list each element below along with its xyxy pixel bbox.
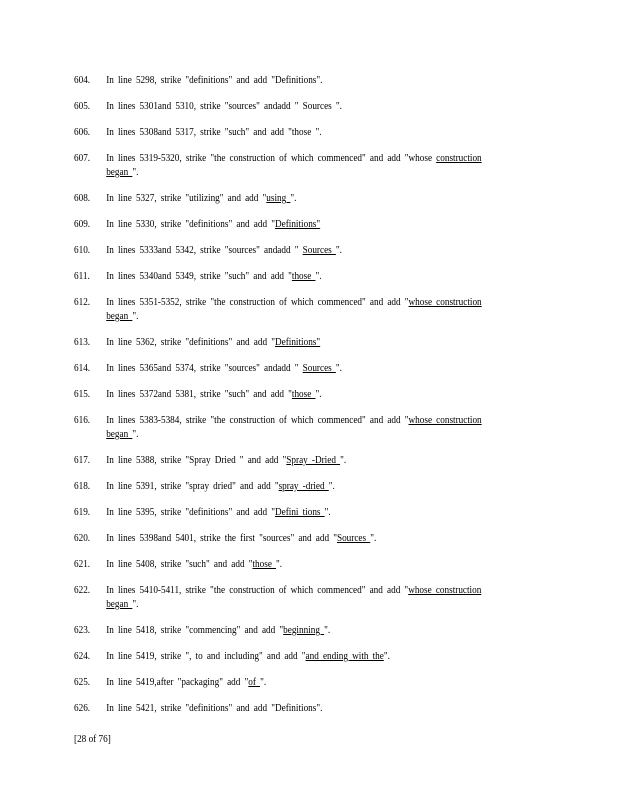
item-number: 608. (74, 193, 91, 204)
item-number: 625. (74, 677, 91, 688)
item-number: 614. (74, 363, 91, 374)
item-text-underlined: whose construction began (106, 585, 482, 610)
item-text (106, 74, 506, 88)
item-text-plain: In lines 5308and 5317, strike "such" and add "those ". (106, 127, 322, 138)
item-text-underlined: using (266, 193, 291, 204)
item-text (106, 388, 506, 402)
amendment-item (74, 126, 506, 140)
item-text (106, 702, 506, 716)
item-number: 609. (74, 219, 91, 230)
item-text-underlined: construction began (106, 153, 482, 178)
item-number: 624. (74, 651, 91, 662)
item-text-plain: In line 5419,after "packaging" add " (106, 677, 249, 688)
amendment-item (74, 414, 506, 442)
item-text (106, 100, 506, 114)
item-text (106, 192, 506, 206)
item-text-underlined: Sources (336, 533, 371, 544)
item-text-end: ". (340, 455, 347, 466)
item-text-underlined: Definitions" (274, 219, 321, 230)
amendment-item (74, 218, 506, 232)
item-text-end: ". (290, 193, 297, 204)
amendment-item (74, 558, 506, 572)
item-text (106, 558, 506, 572)
item-text-end: ". (132, 311, 139, 322)
item-text-plain: In lines 5333and 5342, strike "sources" andadd " (106, 245, 303, 256)
item-text-plain: In lines 5351-5352, strike "the construction of which commenced" and add " (106, 297, 409, 308)
item-text-plain: In line 5330, strike "definitions" and add " (106, 219, 275, 230)
item-text-end: ". (315, 389, 322, 400)
item-text-underlined: whose construction began (106, 297, 482, 322)
item-text (106, 584, 506, 612)
item-number: 612. (74, 297, 91, 308)
item-text-underlined: spray -dried (278, 481, 329, 492)
item-number: 618. (74, 481, 91, 492)
item-text-end: ". (132, 429, 139, 440)
item-text (106, 676, 506, 690)
item-number: 615. (74, 389, 91, 400)
item-text-plain: In line 5391, strike "spray dried" and add " (106, 481, 279, 492)
item-text (106, 218, 506, 232)
item-text (106, 532, 506, 546)
amendment-item (74, 270, 506, 284)
item-text (106, 480, 506, 494)
item-text-plain: In lines 5410-5411, strike "the construction of which commenced" and add " (106, 585, 409, 596)
item-text-underlined: and ending with the (305, 651, 384, 662)
item-text (106, 650, 506, 664)
item-text-plain: In lines 5372and 5381, strike "such" and add " (106, 389, 292, 400)
item-text-underlined: Sources (302, 245, 336, 256)
item-text-end: ". (276, 559, 283, 570)
item-number: 626. (74, 703, 91, 714)
item-text (106, 506, 506, 520)
item-text-plain: In line 5395, strike "definitions" and add " (106, 507, 275, 518)
amendment-item (74, 100, 506, 114)
item-text-underlined: Sources (302, 363, 336, 374)
item-text-end: ". (328, 481, 335, 492)
item-text-plain: In line 5421, strike "definitions" and add "Definitions". (106, 703, 323, 714)
amendment-item (74, 584, 506, 612)
item-text-end: ". (335, 363, 342, 374)
amendment-item (74, 506, 506, 520)
item-number: 611. (74, 271, 90, 282)
item-text-plain: In lines 5340and 5349, strike "such" and add " (106, 271, 292, 282)
item-text-underlined: of (248, 677, 261, 688)
amendment-item (74, 74, 506, 88)
item-text-end: ". (315, 271, 322, 282)
amendment-item (74, 480, 506, 494)
item-text (106, 336, 506, 350)
item-text (106, 244, 506, 258)
item-number: 613. (74, 337, 91, 348)
amendment-item (74, 624, 506, 638)
item-text-plain: In lines 5383-5384, strike "the construction of which commenced" and add " (106, 415, 409, 426)
item-text-underlined: Definitions" (274, 337, 321, 348)
item-number: 616. (74, 415, 91, 426)
item-text-underlined: Spray -Dried (286, 455, 341, 466)
item-text-plain: In lines 5365and 5374, strike "sources" andadd " (106, 363, 303, 374)
item-text (106, 414, 506, 442)
item-text-plain: In line 5362, strike "definitions" and add " (106, 337, 275, 348)
item-number: 606. (74, 127, 91, 138)
amendment-item (74, 454, 506, 468)
amendment-item (74, 296, 506, 324)
item-text-plain: In line 5419, strike ", to and including" and add " (106, 651, 306, 662)
item-text (106, 454, 506, 468)
item-text-underlined: those (291, 271, 316, 282)
amendment-item (74, 244, 506, 258)
amendment-item (74, 388, 506, 402)
item-text-plain: In lines 5398and 5401, strike the first "sources" and add " (106, 533, 337, 544)
item-text-plain: In lines 5319-5320, strike "the construction of which commenced" and add "whose (106, 153, 437, 164)
item-number: 617. (74, 455, 91, 466)
item-text-end: ". (335, 245, 342, 256)
item-number: 622. (74, 585, 91, 596)
item-text-underlined: beginning (283, 625, 325, 636)
item-text (106, 126, 506, 140)
item-text (106, 270, 506, 284)
amendment-item (74, 676, 506, 690)
item-number: 623. (74, 625, 91, 636)
item-number: 607. (74, 153, 91, 164)
page-number: [28 of 76] (74, 734, 111, 745)
item-text (106, 296, 506, 324)
item-text-underlined: those (252, 559, 277, 570)
item-text-underlined: whose construction began (106, 415, 482, 440)
item-number: 605. (74, 101, 91, 112)
item-number: 621. (74, 559, 91, 570)
item-text (106, 362, 506, 376)
item-text-end: ". (324, 507, 331, 518)
item-text-end: ". (324, 625, 331, 636)
amendment-item (74, 650, 506, 664)
item-text-end: ". (132, 167, 139, 178)
amendment-item (74, 192, 506, 206)
item-text-underlined: those (291, 389, 316, 400)
item-text-plain: In line 5298, strike "definitions" and add " (106, 75, 275, 86)
item-text-end: ". (132, 599, 139, 610)
amendment-item (74, 152, 506, 180)
item-text-end: Definitions". (274, 75, 323, 86)
item-text (106, 152, 506, 180)
item-number: 604. (74, 75, 91, 86)
item-number: 620. (74, 533, 91, 544)
amendment-item (74, 362, 506, 376)
item-text-plain: In line 5408, strike "such" and add " (106, 559, 253, 570)
item-text-end: ". (260, 677, 267, 688)
item-text-underlined: Defini tions (274, 507, 325, 518)
item-text-end: ". (383, 651, 390, 662)
item-text-plain: In line 5327, strike "utilizing" and add " (106, 193, 267, 204)
item-text-plain: In lines 5301and 5310, strike "sources" andadd " Sources ". (106, 101, 342, 112)
item-number: 610. (74, 245, 91, 256)
amendment-item (74, 702, 506, 716)
item-text (106, 624, 506, 638)
item-text-plain: In line 5388, strike "Spray Dried " and add " (106, 455, 287, 466)
amendment-item (74, 532, 506, 546)
amendment-item (74, 336, 506, 350)
item-text-plain: In line 5418, strike "commencing" and add " (106, 625, 284, 636)
item-number: 619. (74, 507, 91, 518)
item-text-end: ". (370, 533, 377, 544)
